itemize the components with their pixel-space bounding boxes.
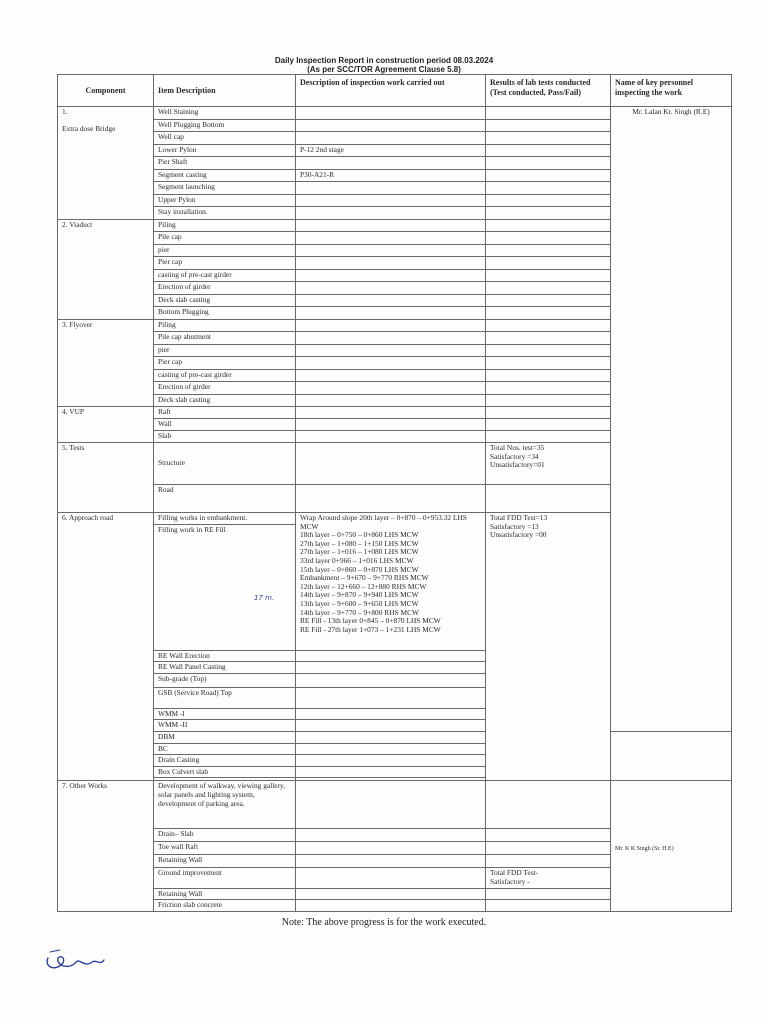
table-row: Pier cap	[58, 357, 732, 370]
results-fdd: Total FDD Test=13 Satisfactory =13 Unsatisfactory =00	[486, 513, 611, 781]
results-cell	[486, 107, 611, 120]
personnel-kk-singh-srhe: Mr. K K Singh (Sr. H.E)	[611, 781, 732, 911]
description-p12: P-12 2nd stage	[296, 144, 486, 157]
table-row: casting of pre-cast girder	[58, 269, 732, 282]
table-row: Retaining Wall	[58, 855, 732, 868]
table-row: Drain Casting	[58, 755, 732, 767]
component-vup: 4. VUP	[58, 407, 154, 443]
table-row: Pile cap	[58, 232, 732, 245]
table-row: Pier Shaft	[58, 157, 732, 170]
component-extradose: 1. Extra dose Bridge	[58, 107, 154, 220]
table-row: Sub-grade (Top)	[58, 673, 732, 687]
table-row	[58, 107, 732, 120]
table-row: Toe wall Raft	[58, 842, 732, 855]
table-row: Well Plugging Bottom	[58, 119, 732, 132]
personnel-lalan: Mr. Lalan Kr. Singh (R.E)	[611, 107, 732, 732]
table-row: pier	[58, 344, 732, 357]
table-row: Erection of girder	[58, 382, 732, 395]
table-row: GSB (Service Road) Top	[58, 687, 732, 708]
table-row: Erection of girder	[58, 282, 732, 295]
table-row: Filling work in RE Fill	[58, 524, 732, 650]
table-header-row	[58, 75, 732, 107]
description-p30: P30-A21-R	[296, 169, 486, 182]
table-row: Road	[58, 485, 732, 513]
table-row: Upper Pylon	[58, 194, 732, 207]
table-row: 2. Viaduct Piling	[58, 219, 732, 232]
table-row: Box Culvert slab	[58, 766, 732, 778]
inspection-table	[57, 74, 732, 912]
table-row: pier	[58, 244, 732, 257]
results-tests: Total Nos. test=35 Satisfactory =34 Unsatisfactory=01	[486, 443, 611, 485]
table-row: 5. Tests Structure Total Nos. test=35 Satisfactory =34 Unsatisfactory=01	[58, 443, 732, 485]
component-approach-road: 6. Approach road	[58, 513, 154, 781]
report-title: Daily Inspection Report in construction period 08.03.2024	[274, 56, 494, 65]
item-cell: Well Staining	[154, 107, 296, 120]
table-row: Well cap	[58, 132, 732, 145]
table-row: Pier cap	[58, 257, 732, 270]
table-row: DBM	[58, 731, 732, 743]
table-row: WMM -II	[58, 720, 732, 732]
table-row: Friction slab concrete	[58, 900, 732, 912]
footer-note: Note: The above progress is for the work executed.	[281, 917, 487, 928]
component-tests: 5. Tests	[58, 443, 154, 513]
table-row: WMM -I	[58, 708, 732, 720]
col-results: Results of lab tests conducted (Test conducted, Pass/Fail)	[486, 75, 611, 107]
col-item: Item Description	[154, 75, 296, 107]
table-row: Bottom Plugging	[58, 307, 732, 320]
table-row: Deck slab casting	[58, 294, 732, 307]
table-row: RE Wall Erection	[58, 650, 732, 662]
table-row: Stay installation.	[58, 207, 732, 220]
report-subtitle: (As per SCC/TOR Agreement Clause 5.8)	[307, 65, 461, 74]
table-row: Deck slab casting	[58, 394, 732, 407]
col-personnel: Name of key personnel inspecting the work	[611, 75, 732, 107]
col-description: Description of inspection work carried out	[296, 75, 486, 107]
table-row: RE Wall Panel Casting	[58, 662, 732, 674]
component-viaduct: 2. Viaduct	[58, 219, 154, 319]
table-row: Segment casting P30-A21-R	[58, 169, 732, 182]
table-row: Slab	[58, 431, 732, 443]
table-row: Retaining Wall	[58, 888, 732, 900]
table-row: 4. VUP Raft	[58, 407, 732, 419]
signature-icon	[40, 944, 110, 978]
table-row: 6. Approach road Filling works in embankment. Wrap Around slope 20th layer – 0+870 – 0+953.32 LHS MCW 18th layer – 0+750 – 0+860 LHS MCW 27th layer – 1+080 – 1+150 LHS MCW 27th layer – 1+016 – 1+080 LHS MCW 33rd layer 0+966 – 1+016 LHS MCW 15th layer – 0+860 – 0+870 LHS MCW Embankment – 9+670 – 9+770 RHS MCW 12th layer – 12+660 – 12+880 RHS MCW 14th layer – 9+870 – 9+940 LHS MCW 13th layer – 9+600 – 9+650 LHS MCW 14th layer – 9+770 – 9+800 RHS MCW RE Fill - 13th layer 0+845 – 0+870 LHS MCW RE Fill - 27th layer 1+073 – 1+231 LHS MCW Total FDD Test=13 Satisfactory =13 Unsatisfactory =00	[58, 513, 732, 525]
handwritten-annotation: 17 m.	[254, 594, 275, 602]
col-component: Component	[58, 75, 154, 107]
table-row: 7. Other Works Development of walkway, viewing gallery, solar panels and lighting system, development of parking area. Mr. K K Singh (Sr. H.E)	[58, 781, 732, 829]
component-other-works: 7. Other Works	[58, 781, 154, 911]
fill-work-description: Wrap Around slope 20th layer – 0+870 – 0+953.32 LHS MCW 18th layer – 0+750 – 0+860 LHS MCW 27th layer – 1+080 – 1+150 LHS MCW 27th layer – 1+016 – 1+080 LHS MCW 33rd layer 0+966 – 1+016 LHS MCW 15th layer – 0+860 – 0+870 LHS MCW Embankment – 9+670 – 9+770 RHS MCW 12th layer – 12+660 – 12+880 RHS MCW 14th layer – 9+870 – 9+940 LHS MCW 13th layer – 9+600 – 9+650 LHS MCW 14th layer – 9+770 – 9+800 RHS MCW RE Fill - 13th layer 0+845 – 0+870 LHS MCW RE Fill - 27th layer 1+073 – 1+231 LHS MCW	[296, 513, 486, 651]
table-row: BC	[58, 743, 732, 755]
table-row: Lower Pylon P-12 2nd stage	[58, 144, 732, 157]
results-other-works: Total FDD Test- Satisfactory -	[486, 868, 611, 888]
table-row: Drain– Slab	[58, 829, 732, 842]
table-row: Pile cap abutment	[58, 332, 732, 345]
table-row: casting of pre-cast girder	[58, 369, 732, 382]
description-cell	[296, 107, 486, 120]
table-row: Ground improvement Total FDD Test- Satisfactory -	[58, 868, 732, 888]
table-row: Wall	[58, 419, 732, 431]
component-flyover: 3. Flyover	[58, 319, 154, 407]
table-row: 3. Flyover Piling	[58, 319, 732, 332]
table-row: Segment launching	[58, 182, 732, 195]
